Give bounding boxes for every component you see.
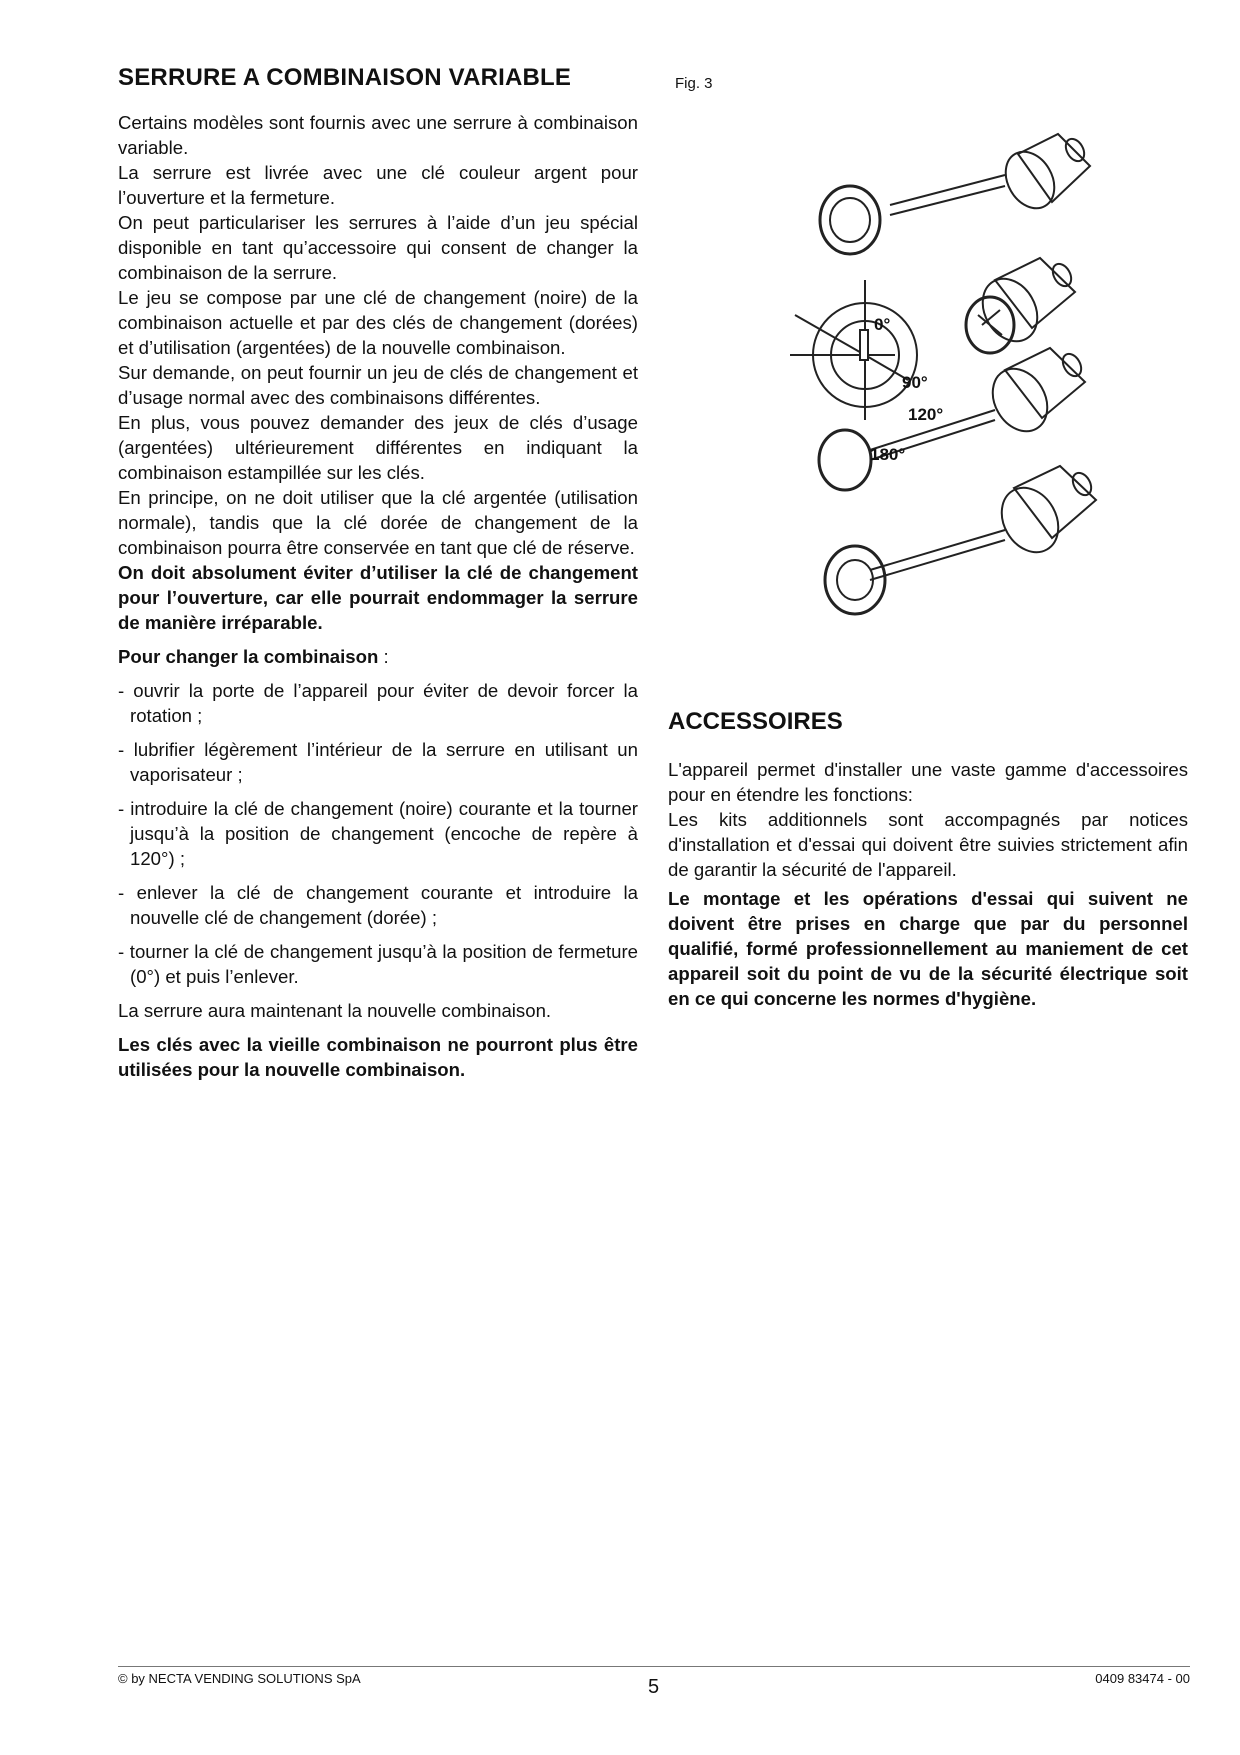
paragraph: Le jeu se compose par une clé de changement (noire) de la combinaison actuelle et par des clés de changement (dorées) et d’utilisation (argentées) de la nouvelle combinaison. <box>118 287 638 358</box>
figure-label: Fig. 3 <box>675 75 713 92</box>
paragraph: Sur demande, on peut fournir un jeu de clés de changement et d’usage normal avec des combinaisons différentes. <box>118 362 638 408</box>
paragraph: Certains modèles sont fournis avec une serrure à combinaison variable. <box>118 112 638 158</box>
paragraph: L'appareil permet d'installer une vaste gamme d'accessoires pour en étendre les fonctions: <box>668 759 1188 805</box>
angle-label: 180° <box>870 445 906 464</box>
key-head-illustration <box>819 430 871 490</box>
paragraph: On peut particulariser les serrures à l’aide d’un jeu spécial disponible en tant qu’accessoire qui consent de changer la combinaison de la serrure. <box>118 212 638 283</box>
serrure-body <box>118 110 638 1082</box>
key-head-illustration <box>825 546 885 614</box>
lock-cylinder-illustration <box>972 258 1075 351</box>
accessoires-warning: Le montage et les opérations d'essai qui suivent ne doivent être prises en charge que par du personnel qualifié, formé professionnellement au maniement de cet appareil soit du point de vu de la sécurité électrique soit en ce qui concerne les normes d'hygiène. <box>668 888 1188 1009</box>
document-code: 0409 83474 - 00 <box>1095 1671 1190 1686</box>
procedure-step: - introduire la clé de changement (noire) courante et la tourner jusqu’à la position de changement (encoche de repère à 120°) ; <box>118 798 638 869</box>
procedure-heading-suffix: : <box>378 646 389 667</box>
section-title-serrure: SERRURE A COMBINAISON VARIABLE <box>118 64 572 91</box>
procedure-step: - enlever la clé de changement courante et introduire la nouvelle clé de changement (dorée) ; <box>118 882 638 928</box>
key-head-illustration <box>966 297 1014 353</box>
angle-label: 0° <box>874 315 891 334</box>
warning-text: On doit absolument éviter d’utiliser la clé de changement pour l’ouverture, car elle pourrait endommager la serrure de manière irréparable. <box>118 562 638 633</box>
result-text: La serrure aura maintenant la nouvelle combinaison. <box>118 1000 552 1021</box>
angle-label: 90° <box>902 373 928 392</box>
lock-dial-diagram <box>790 280 917 420</box>
footer-copyright: © by NECTA VENDING SOLUTIONS SpA <box>118 1671 361 1686</box>
procedure-step: - ouvrir la porte de l’appareil pour éviter de devoir forcer la rotation ; <box>118 680 638 726</box>
left-column <box>118 64 638 1082</box>
lock-cylinder-illustration <box>870 466 1096 580</box>
paragraph: En principe, on ne doit utiliser que la clé argentée (utilisation normale), tandis que la clé dorée de changement de la combinaison pourra être conservée en tant que clé de réserve. <box>118 487 638 558</box>
lock-key-figure <box>790 120 1140 660</box>
angle-label: 120° <box>908 405 944 424</box>
procedure-heading-line <box>118 644 638 669</box>
footer-divider <box>118 1666 1190 1667</box>
section-title-accessoires: ACCESSOIRES <box>668 708 843 735</box>
lock-cylinder-illustration <box>870 348 1085 460</box>
lock-cylinder-illustration <box>890 134 1090 217</box>
page-number: 5 <box>648 1676 660 1698</box>
paragraph: La serrure est livrée avec une clé couleur argent pour l’ouverture et la fermeture. <box>118 162 638 208</box>
procedure-step: - tourner la clé de changement jusqu’à la position de fermeture (0°) et puis l’enlever. <box>118 941 638 987</box>
procedure-step: - lubrifier légèrement l’intérieur de la serrure en utilisant un vaporisateur ; <box>118 739 638 785</box>
procedure-heading: Pour changer la combinaison <box>118 646 379 667</box>
paragraph: Les kits additionnels sont accompagnés par notices d'installation et d'essai qui doivent être suivies strictement afin de garantir la sécurité de l'appareil. <box>668 809 1188 880</box>
paragraph: En plus, vous pouvez demander des jeux de clés d’usage (argentées) ultérieurement différentes en indiquant la combinaison estampillée sur les clés. <box>118 412 638 483</box>
key-head-illustration <box>820 186 880 254</box>
accessoires-body <box>668 757 1188 1011</box>
final-warning-text: Les clés avec la vieille combinaison ne pourront plus être utilisées pour la nouvelle combinaison. <box>118 1034 638 1080</box>
